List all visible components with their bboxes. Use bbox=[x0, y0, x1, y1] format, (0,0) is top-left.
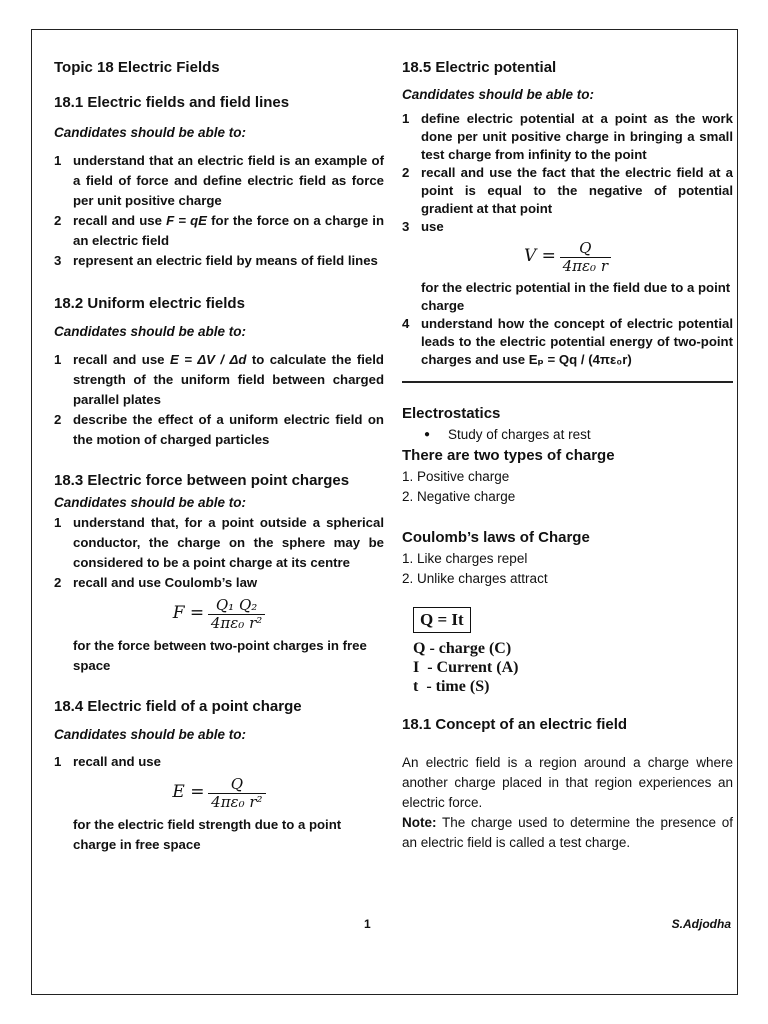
point-charge-field-formula: E = $\frac{Q}{\text{4πε₀ r²}}$ bbox=[54, 776, 384, 811]
charge-type-item: 1. Positive charge bbox=[402, 469, 510, 484]
section-18-2-list bbox=[54, 350, 384, 450]
page-number: 1 bbox=[364, 917, 371, 931]
list-item: 4 understand how the concept of electric potential leads to the electric potential energy of two-point charges and use Eₚ = Qq / (4πε₀r) bbox=[402, 316, 733, 367]
section-18-2-title: 18.2 Uniform electric fields bbox=[54, 295, 245, 312]
symbol-definition: t - time (S) bbox=[413, 678, 490, 695]
section-18-5-list-cont bbox=[402, 315, 733, 369]
list-item: 1 recall and use E = ΔV / Δd to calculate the field strength of the uniform field between charged parallel plates bbox=[54, 352, 384, 407]
potential-formula: V = $\frac{Q}{\text{4πε₀ r}}$ bbox=[402, 240, 733, 275]
coulomb-law-item: 2. Unlike charges attract bbox=[402, 571, 548, 586]
coulomb-law-item: 1. Like charges repel bbox=[402, 551, 528, 566]
charge-current-block bbox=[402, 607, 733, 696]
list-item: 2 describe the effect of a uniform electric field on the motion of charged particles bbox=[54, 412, 384, 447]
left-column bbox=[54, 56, 384, 855]
list-item: 3 represent an electric field by means of field lines bbox=[54, 253, 378, 268]
list-item: 3 use bbox=[402, 219, 444, 234]
symbol-definition: Q - charge (C) bbox=[413, 640, 512, 657]
section-18-5-list bbox=[402, 110, 733, 236]
section-18-1-list bbox=[54, 151, 384, 271]
section-18-1-title: 18.1 Electric fields and field lines bbox=[54, 94, 290, 111]
list-item: 2 recall and use the fact that the electric field at a point is equal to the negative of potential gradient at that point bbox=[402, 165, 733, 216]
section-18-4-title: 18.4 Electric field of a point charge bbox=[54, 698, 302, 715]
candidates-label: Candidates should be able to: bbox=[54, 324, 247, 339]
charge-types-title: There are two types of charge bbox=[402, 447, 615, 464]
topic-title: Topic 18 Electric Fields bbox=[54, 59, 220, 76]
right-column bbox=[402, 56, 733, 853]
section-18-4-list bbox=[54, 752, 384, 772]
concept-title: 18.1 Concept of an electric field bbox=[402, 716, 628, 733]
candidates-label: Candidates should be able to: bbox=[54, 495, 247, 510]
section-18-5-title: 18.5 Electric potential bbox=[402, 59, 557, 76]
list-item: 2 recall and use F = qE for the force on a charge in an electric field bbox=[54, 213, 385, 248]
author-name: S.Adjodha bbox=[671, 917, 731, 931]
electrostatics-title: Electrostatics bbox=[402, 405, 501, 422]
candidates-label: Candidates should be able to: bbox=[54, 727, 247, 742]
concept-paragraph: An electric field is a region around a charge where another charge placed in that region experiences an electric force. bbox=[402, 755, 733, 810]
section-18-3-list bbox=[54, 513, 384, 593]
section-18-3-title: 18.3 Electric force between point charges bbox=[54, 472, 350, 489]
list-item: 1 define electric potential at a point as the work done per unit positive charge in bringing a small test charge from infinity to the point bbox=[402, 111, 733, 162]
coulomb-laws-title: Coulomb’s laws of Charge bbox=[402, 529, 590, 546]
list-item: 1 understand that, for a point outside a spherical conductor, the charge on the sphere may be considered to be a point charge at its centre bbox=[54, 515, 384, 570]
formula-caption: for the force between two-point charges in free space bbox=[73, 638, 367, 673]
list-item: 1 recall and use bbox=[54, 754, 161, 769]
note-paragraph: Note: The charge used to determine the presence of an electric field is called a test charge. bbox=[402, 815, 733, 850]
bullet-item: ● Study of charges at rest bbox=[402, 425, 733, 445]
candidates-label: Candidates should be able to: bbox=[402, 87, 595, 102]
charge-type-item: 2. Negative charge bbox=[402, 489, 516, 504]
formula-caption: for the electric potential in the field due to a point charge bbox=[421, 280, 731, 313]
list-item: 2 recall and use Coulomb’s law bbox=[54, 575, 258, 590]
q-equals-it-formula: Q = It bbox=[413, 607, 471, 633]
formula-caption: for the electric field strength due to a point charge in free space bbox=[73, 817, 342, 852]
section-divider bbox=[402, 381, 733, 383]
candidates-label: Candidates should be able to: bbox=[54, 125, 247, 140]
list-item: 1 understand that an electric field is an example of a field of force and define electric field as force per unit positive charge bbox=[54, 153, 384, 208]
coulomb-law-formula: F = $\frac{\text{Q₁ Q₂}}{\text{4πε₀ r²}}$ bbox=[54, 597, 384, 632]
symbol-definition: I - Current (A) bbox=[413, 659, 519, 676]
